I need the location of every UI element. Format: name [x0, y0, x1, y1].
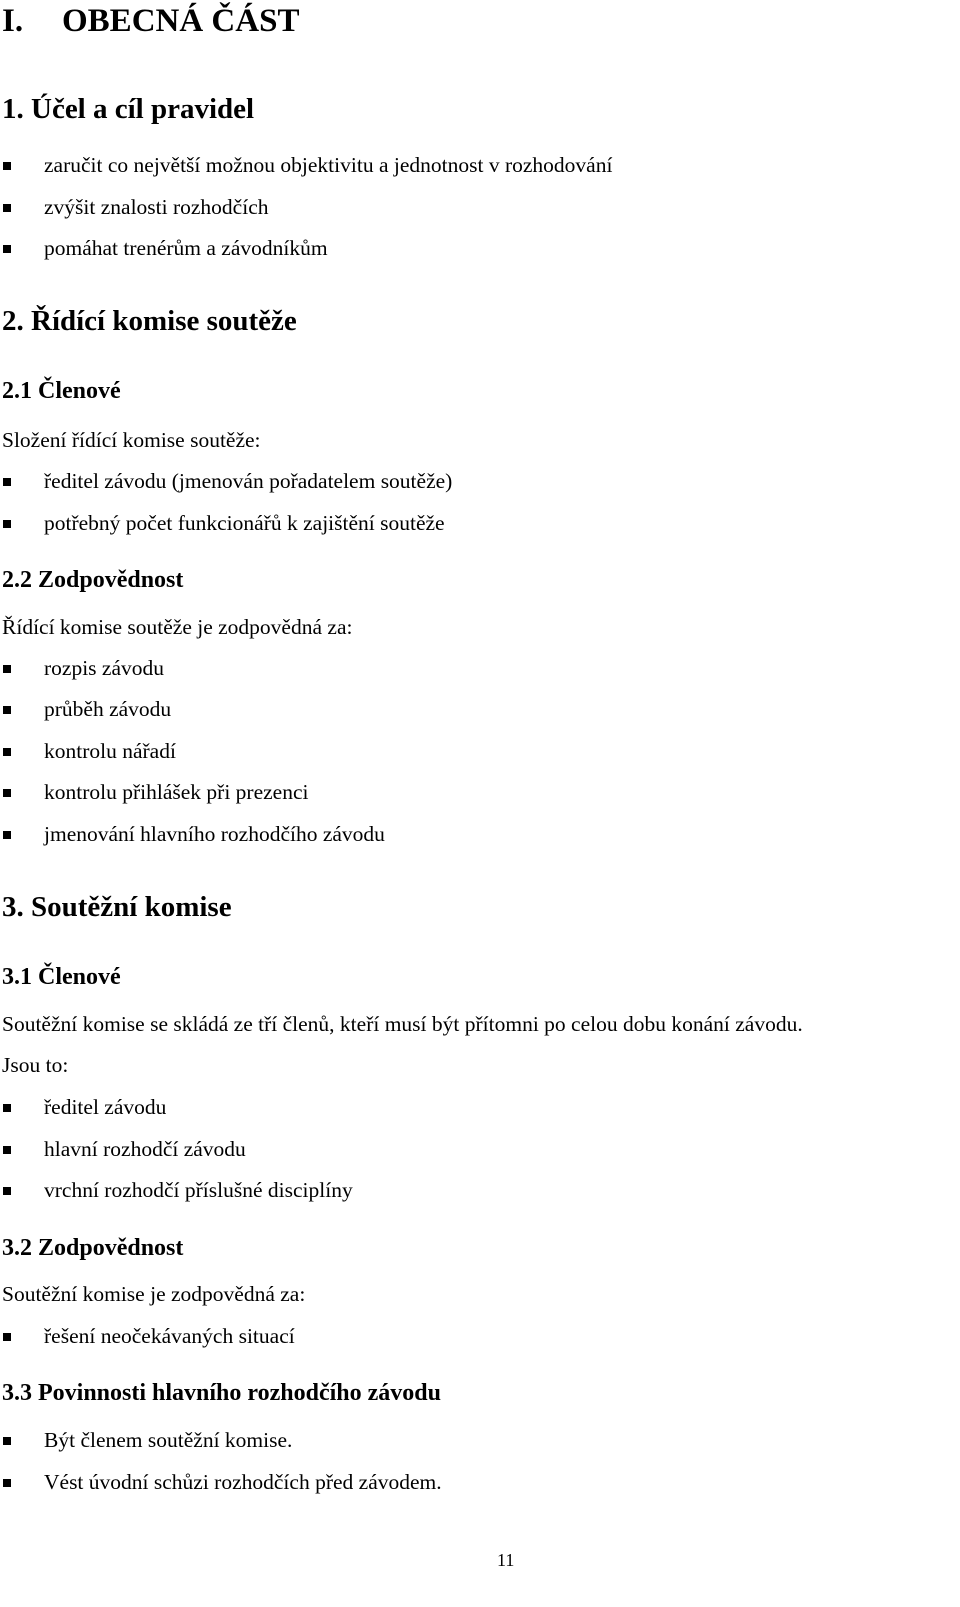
- list-item: [0, 197, 960, 227]
- list-item-text: Být členem soutěžní komise.: [44, 1428, 293, 1452]
- subsection-3-3-heading: 3.3 Povinnosti hlavního rozhodčího závodu: [2, 1380, 441, 1406]
- square-bullet-icon: [3, 1333, 11, 1341]
- part-number: I.: [2, 3, 24, 39]
- list-item-text: kontrolu nářadí: [44, 739, 176, 763]
- list-item: [0, 471, 960, 501]
- square-bullet-icon: [3, 1146, 11, 1154]
- subsection-2-1-heading: 2.1 Členové: [2, 378, 121, 404]
- list-item: [0, 741, 960, 771]
- list-item: [0, 513, 960, 543]
- part-title: OBECNÁ ČÁST: [62, 3, 300, 39]
- list-item-text: průběh závodu: [44, 697, 172, 721]
- square-bullet-icon: [3, 478, 11, 486]
- subsection-2-1-intro: Složení řídící komise soutěže:: [2, 428, 261, 452]
- square-bullet-icon: [3, 1104, 11, 1112]
- section-1-heading: 1. Účel a cíl pravidel: [2, 93, 255, 125]
- list-item-text: kontrolu přihlášek při prezenci: [44, 780, 309, 804]
- list-item: [0, 1472, 960, 1502]
- square-bullet-icon: [3, 665, 11, 673]
- list-item: [0, 238, 960, 268]
- list-item: [0, 782, 960, 812]
- list-item-text: pomáhat trenérům a závodníkům: [44, 236, 328, 260]
- page-number: 11: [497, 1550, 515, 1570]
- list-item-text: hlavní rozhodčí závodu: [44, 1137, 246, 1161]
- subsection-3-1-paragraph: Soutěžní komise se skládá ze tří členů, kteří musí být přítomni po celou dobu konání závodu.: [2, 1012, 803, 1036]
- square-bullet-icon: [3, 831, 11, 839]
- square-bullet-icon: [3, 1479, 11, 1487]
- list-item-text: Vést úvodní schůzi rozhodčích před závodem.: [44, 1470, 442, 1494]
- square-bullet-icon: [3, 1187, 11, 1195]
- subsection-3-2-heading: 3.2 Zodpovědnost: [2, 1235, 184, 1261]
- list-item-text: zaručit co největší možnou objektivitu a jednotnost v rozhodování: [44, 153, 613, 177]
- section-2-heading: 2. Řídící komise soutěže: [2, 305, 297, 337]
- list-item: [0, 1180, 960, 1210]
- list-item-text: řešení neočekávaných situací: [44, 1324, 295, 1348]
- list-item-text: zvýšit znalosti rozhodčích: [44, 195, 269, 219]
- list-item: [0, 658, 960, 688]
- list-item-text: ředitel závodu (jmenován pořadatelem soutěže): [44, 469, 453, 493]
- square-bullet-icon: [3, 789, 11, 797]
- square-bullet-icon: [3, 748, 11, 756]
- list-item: [0, 155, 960, 185]
- subsection-2-2-intro: Řídící komise soutěže je zodpovědná za:: [2, 615, 353, 639]
- list-item: [0, 1326, 960, 1356]
- list-item-text: ředitel závodu: [44, 1095, 167, 1119]
- subsection-3-1-intro: Jsou to:: [2, 1053, 69, 1077]
- square-bullet-icon: [3, 245, 11, 253]
- square-bullet-icon: [3, 706, 11, 714]
- list-item: [0, 1097, 960, 1127]
- section-3-heading: 3. Soutěžní komise: [2, 891, 232, 923]
- square-bullet-icon: [3, 520, 11, 528]
- list-item: [0, 824, 960, 854]
- square-bullet-icon: [3, 1437, 11, 1445]
- list-item: [0, 1430, 960, 1460]
- part-heading: [2, 5, 299, 38]
- list-item-text: potřebný počet funkcionářů k zajištění soutěže: [44, 511, 445, 535]
- list-item-text: rozpis závodu: [44, 656, 165, 680]
- list-item-text: jmenování hlavního rozhodčího závodu: [44, 822, 385, 846]
- subsection-3-1-heading: 3.1 Členové: [2, 964, 121, 990]
- subsection-3-2-intro: Soutěžní komise je zodpovědná za:: [2, 1282, 306, 1306]
- list-item: [0, 1139, 960, 1169]
- square-bullet-icon: [3, 204, 11, 212]
- list-item-text: vrchní rozhodčí příslušné disciplíny: [44, 1178, 353, 1202]
- subsection-2-2-heading: 2.2 Zodpovědnost: [2, 567, 184, 593]
- square-bullet-icon: [3, 162, 11, 170]
- list-item: [0, 699, 960, 729]
